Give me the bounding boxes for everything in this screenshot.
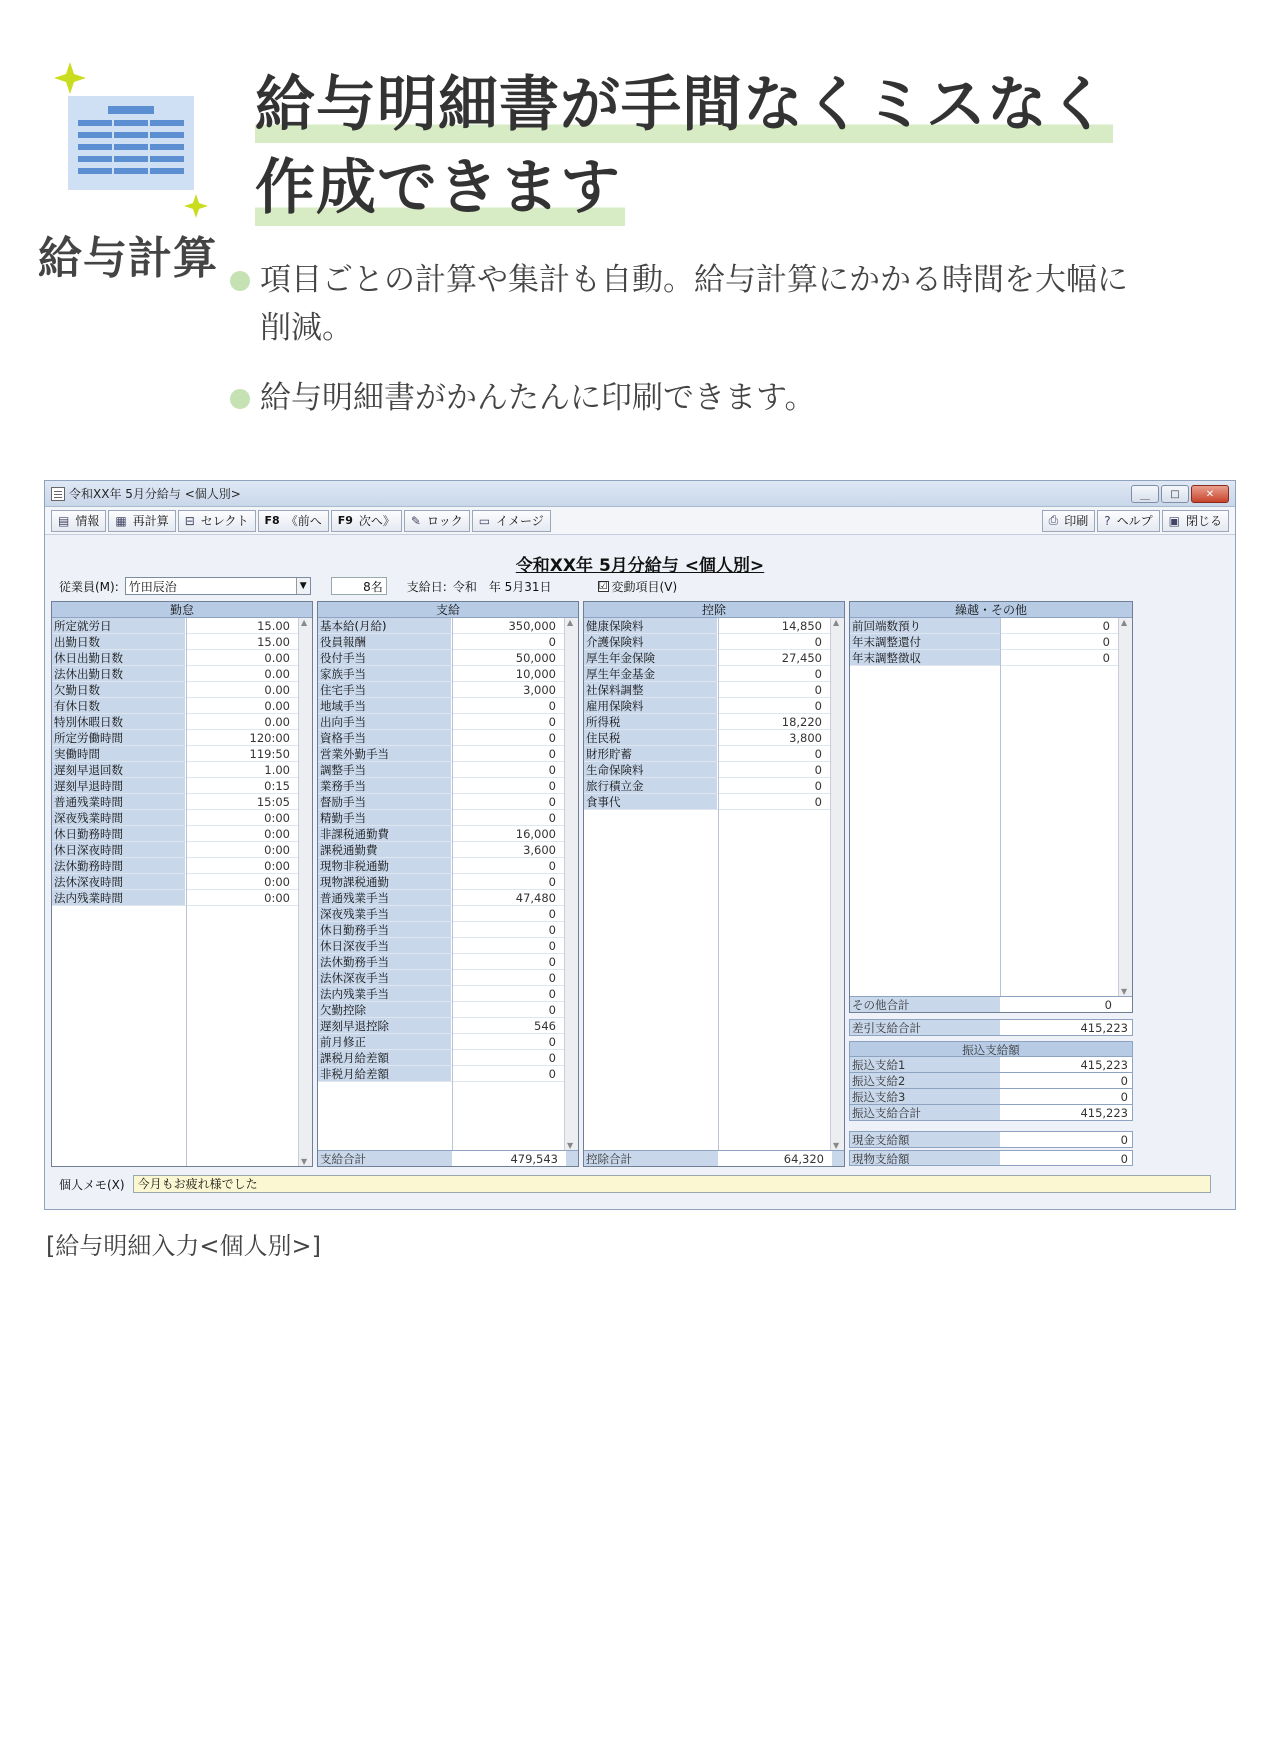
payment-row[interactable] <box>318 906 564 922</box>
payment-row-value[interactable]: 0 <box>451 634 564 649</box>
attendance-row-value[interactable]: 120:00 <box>185 730 298 745</box>
attendance-row-value[interactable]: 0.00 <box>185 698 298 713</box>
deductions-total: 控除合計 64,320 <box>584 1150 844 1166</box>
attendance-row[interactable] <box>52 762 298 778</box>
title-bar <box>45 481 1235 507</box>
attendance-row[interactable] <box>52 794 298 810</box>
payment-row-value[interactable]: 0 <box>451 1050 564 1065</box>
checkbox-icon: ☑ <box>598 580 608 592</box>
deduction-row-value[interactable]: 0 <box>717 634 830 649</box>
recalc-icon: ▦ <box>115 513 127 528</box>
attendance-row[interactable] <box>52 778 298 794</box>
select-icon: ⊟ <box>184 513 195 528</box>
deduction-row[interactable] <box>584 666 830 682</box>
deduction-row-value[interactable]: 0 <box>717 666 830 681</box>
payment-row[interactable] <box>318 618 564 634</box>
attendance-row[interactable] <box>52 746 298 762</box>
payment-row-label: 家族手当 <box>318 666 451 681</box>
deduction-row-label: 厚生年金保険 <box>584 650 717 665</box>
form-title: 令和XX年 5月分給与 <個人別> <box>515 556 765 576</box>
help-button[interactable]: ? ヘルプ <box>1097 510 1159 532</box>
deduction-row-value[interactable]: 27,450 <box>717 650 830 665</box>
attendance-row-value[interactable]: 15.00 <box>185 634 298 649</box>
screenshot-caption: [給与明細入力<個人別>] <box>46 1232 321 1260</box>
payment-row-value[interactable]: 3,000 <box>451 682 564 697</box>
attendance-row[interactable] <box>52 858 298 874</box>
deduction-row-label: 厚生年金基金 <box>584 666 717 681</box>
attendance-row-value[interactable]: 0:00 <box>185 842 298 857</box>
payment-row-label: 業務手当 <box>318 778 451 793</box>
deduction-row-label: 所得税 <box>584 714 717 729</box>
deduction-row-label: 生命保険料 <box>584 762 717 777</box>
f9-key-label: F9 <box>337 514 353 527</box>
payment-row-label: 法内残業手当 <box>318 986 451 1001</box>
payment-row[interactable] <box>318 858 564 874</box>
payment-row-value[interactable]: 0 <box>451 1002 564 1017</box>
payment-row[interactable] <box>318 986 564 1002</box>
deduction-row-value[interactable]: 0 <box>717 746 830 761</box>
payment-row-value[interactable]: 0 <box>451 714 564 729</box>
section-label: 給与計算 <box>38 233 218 284</box>
deduction-row-label: 住民税 <box>584 730 717 745</box>
attendance-row[interactable] <box>52 682 298 698</box>
payment-row[interactable] <box>318 762 564 778</box>
deduction-row-label: 旅行積立金 <box>584 778 717 793</box>
other-total: その他合計 0 <box>850 996 1132 1012</box>
close-app-button[interactable]: ▣ 閉じる <box>1162 510 1229 532</box>
deduction-row-label: 財形貯蓄 <box>584 746 717 761</box>
attendance-row-value[interactable]: 0.00 <box>185 666 298 681</box>
transfer-header: 振込支給額 <box>849 1041 1133 1057</box>
other-header: 繰越・その他 <box>850 602 1132 618</box>
payment-row-label: 非税月給差額 <box>318 1066 451 1081</box>
attendance-row-label: 普通残業時間 <box>52 794 185 809</box>
other-row-label: 年末調整徴収 <box>850 650 1000 665</box>
f8-key-label: F8 <box>264 514 280 527</box>
employee-select[interactable]: 竹田辰治 ▼ <box>125 577 311 595</box>
transfer-row[interactable] <box>849 1057 1133 1073</box>
attendance-row[interactable] <box>52 826 298 842</box>
attendance-row-value[interactable]: 0.00 <box>185 650 298 665</box>
memo-row <box>59 1175 1211 1193</box>
attendance-row-value[interactable]: 0:00 <box>185 826 298 841</box>
attendance-row-value[interactable]: 1.00 <box>185 762 298 777</box>
transfer-row-value[interactable]: 415,223 <box>1000 1057 1132 1072</box>
attendance-header: 勤怠 <box>52 602 312 618</box>
other-row-label: 前回端数預り <box>850 618 1000 633</box>
payment-row-value[interactable]: 0 <box>451 970 564 985</box>
attendance-row-label: 休日勤務時間 <box>52 826 185 841</box>
attendance-row-value[interactable]: 0:00 <box>185 810 298 825</box>
payment-row-label: 資格手当 <box>318 730 451 745</box>
transfer-row[interactable] <box>849 1089 1133 1105</box>
attendance-row-value[interactable]: 0:00 <box>185 890 298 905</box>
payment-row-label: 課税通勤費 <box>318 842 451 857</box>
payment-row-label: 出向手当 <box>318 714 451 729</box>
deduction-row-value[interactable]: 0 <box>717 794 830 809</box>
other-panel <box>849 601 1133 1167</box>
payment-row[interactable] <box>318 1066 564 1082</box>
payment-row-label: 住宅手当 <box>318 682 451 697</box>
feature-bullet-1: 項目ごとの計算や集計も自動。給与計算にかかる時間を大幅に削減。 <box>260 256 1130 352</box>
select-button[interactable]: ⊟ セレクト <box>178 510 256 532</box>
minimize-button[interactable]: ＿ <box>1131 485 1159 503</box>
payments-list <box>318 618 564 1150</box>
attendance-row-label: 深夜残業時間 <box>52 810 185 825</box>
deduction-row-value[interactable]: 0 <box>717 778 830 793</box>
payment-row[interactable] <box>318 794 564 810</box>
payroll-table-icon <box>48 54 208 224</box>
payment-row[interactable] <box>318 650 564 666</box>
deduction-row[interactable] <box>584 682 830 698</box>
deduction-row[interactable] <box>584 778 830 794</box>
other-row-label: 年末調整還付 <box>850 634 1000 649</box>
payment-row-value[interactable]: 0 <box>451 778 564 793</box>
chevron-down-icon[interactable]: ▼ <box>296 578 310 594</box>
employee-label: 従業員(M): <box>59 579 119 594</box>
memo-label: 個人メモ(X) <box>59 1177 125 1192</box>
other-row-value[interactable]: 0 <box>1000 634 1118 649</box>
attendance-row-value[interactable]: 0.00 <box>185 714 298 729</box>
attendance-row[interactable] <box>52 842 298 858</box>
app-icon <box>51 487 65 501</box>
attendance-row-label: 遅刻早退回数 <box>52 762 185 777</box>
other-list <box>850 618 1118 996</box>
payment-row[interactable] <box>318 746 564 762</box>
payment-row-value[interactable]: 0 <box>451 922 564 937</box>
payments-header: 支給 <box>318 602 578 618</box>
payment-row[interactable] <box>318 682 564 698</box>
deduction-row-label: 健康保険料 <box>584 618 717 633</box>
image-icon: ▭ <box>478 513 491 528</box>
attendance-row-label: 休日出勤日数 <box>52 650 185 665</box>
transfer-row-label: 振込支給合計 <box>850 1105 1000 1120</box>
deduction-row[interactable] <box>584 746 830 762</box>
attendance-row[interactable] <box>52 634 298 650</box>
payment-row-value[interactable]: 16,000 <box>451 826 564 841</box>
payment-row-value[interactable]: 0 <box>451 762 564 777</box>
payment-row-label: 現物課税通勤 <box>318 874 451 889</box>
payment-row-label: 非課税通勤費 <box>318 826 451 841</box>
attendance-row-value[interactable]: 0:15 <box>185 778 298 793</box>
next-button[interactable]: F9 次へ》 <box>331 510 402 532</box>
attendance-row[interactable] <box>52 698 298 714</box>
attendance-row-value[interactable]: 15:05 <box>185 794 298 809</box>
net-pay-row: 差引支給合計 415,223 <box>849 1020 1133 1036</box>
attendance-row[interactable] <box>52 874 298 890</box>
payment-row[interactable] <box>318 890 564 906</box>
deduction-row-value[interactable]: 0 <box>717 698 830 713</box>
payment-row-label: 遅刻早退控除 <box>318 1018 451 1033</box>
payment-row-value[interactable]: 3,600 <box>451 842 564 857</box>
payment-row-value[interactable]: 0 <box>451 1034 564 1049</box>
payment-row-value[interactable]: 0 <box>451 794 564 809</box>
payment-row-label: 役付手当 <box>318 650 451 665</box>
help-icon: ? <box>1104 513 1111 528</box>
deductions-header: 控除 <box>584 602 844 618</box>
payment-row[interactable] <box>318 698 564 714</box>
attendance-row[interactable] <box>52 650 298 666</box>
payment-row-label: 休日深夜手当 <box>318 938 451 953</box>
attendance-row-label: 法内残業時間 <box>52 890 185 905</box>
payment-row-label: 営業外勤手当 <box>318 746 451 761</box>
other-row-value[interactable]: 0 <box>1000 650 1118 665</box>
attendance-row[interactable] <box>52 730 298 746</box>
payment-row-value[interactable]: 546 <box>451 1018 564 1033</box>
recalc-button[interactable]: ▦ 再計算 <box>108 510 175 532</box>
payment-row-value[interactable]: 0 <box>451 954 564 969</box>
payment-row[interactable] <box>318 842 564 858</box>
attendance-row-value[interactable]: 15.00 <box>185 618 298 633</box>
attendance-row[interactable] <box>52 618 298 634</box>
cash-pay-row: 現金支給額 0 <box>849 1132 1133 1148</box>
payment-row[interactable] <box>318 1002 564 1018</box>
attendance-scrollbar[interactable] <box>298 618 312 1166</box>
payment-row[interactable] <box>318 1050 564 1066</box>
payment-row-value[interactable]: 0 <box>451 874 564 889</box>
payment-row-label: 現物非税通勤 <box>318 858 451 873</box>
attendance-row[interactable] <box>52 714 298 730</box>
payment-row-label: 地域手当 <box>318 698 451 713</box>
attendance-row-label: 所定就労日 <box>52 618 185 633</box>
deduction-row[interactable] <box>584 634 830 650</box>
payment-row[interactable] <box>318 970 564 986</box>
transfer-row-label: 振込支給1 <box>850 1057 1000 1072</box>
deduction-row[interactable] <box>584 714 830 730</box>
deduction-row-value[interactable]: 0 <box>717 762 830 777</box>
payment-row[interactable] <box>318 826 564 842</box>
attendance-row-label: 休日深夜時間 <box>52 842 185 857</box>
payment-row-label: 精勤手当 <box>318 810 451 825</box>
other-scrollbar[interactable] <box>1118 618 1132 996</box>
payment-row[interactable] <box>318 874 564 890</box>
attendance-row-value[interactable]: 0:00 <box>185 874 298 889</box>
payment-row-value[interactable]: 0 <box>451 698 564 713</box>
payment-row-label: 欠勤控除 <box>318 1002 451 1017</box>
payment-row-label: 役員報酬 <box>318 634 451 649</box>
attendance-row-label: 実働時間 <box>52 746 185 761</box>
deductions-panel <box>583 601 845 1167</box>
payments-scrollbar[interactable] <box>564 618 578 1150</box>
attendance-list <box>52 618 298 1166</box>
payment-row[interactable] <box>318 954 564 970</box>
lock-icon: ✎ <box>410 513 421 528</box>
attendance-row-value[interactable]: 0:00 <box>185 858 298 873</box>
payment-row[interactable] <box>318 730 564 746</box>
payment-row-value[interactable]: 0 <box>451 730 564 745</box>
transfer-row-value[interactable]: 415,223 <box>1000 1105 1132 1120</box>
payroll-window <box>44 480 1236 1210</box>
attendance-panel <box>51 601 313 1167</box>
attendance-row-label: 特別休暇日数 <box>52 714 185 729</box>
deductions-list <box>584 618 830 1150</box>
deduction-row-label: 雇用保険料 <box>584 698 717 713</box>
payment-row-value[interactable]: 50,000 <box>451 650 564 665</box>
deduction-row[interactable] <box>584 762 830 778</box>
lock-button[interactable]: ✎ ロック <box>404 510 470 532</box>
payment-row-value[interactable]: 0 <box>451 858 564 873</box>
headline-line-1: 給与明細書が手間なくミスなく <box>255 72 1113 138</box>
deduction-row-value[interactable]: 3,800 <box>717 730 830 745</box>
deduction-row[interactable] <box>584 794 830 810</box>
attendance-row[interactable] <box>52 890 298 906</box>
maximize-button[interactable]: □ <box>1161 485 1189 503</box>
attendance-row-label: 欠勤日数 <box>52 682 185 697</box>
attendance-row-label: 出勤日数 <box>52 634 185 649</box>
other-row[interactable] <box>850 634 1118 650</box>
payment-row-label: 深夜残業手当 <box>318 906 451 921</box>
payment-row[interactable] <box>318 1034 564 1050</box>
deduction-row-label: 介護保険料 <box>584 634 717 649</box>
attendance-row-label: 有休日数 <box>52 698 185 713</box>
other-row-value[interactable]: 0 <box>1000 618 1118 633</box>
payment-row[interactable] <box>318 938 564 954</box>
close-app-icon: ▣ <box>1168 513 1180 528</box>
deduction-row-label: 食事代 <box>584 794 717 809</box>
prev-button[interactable]: F8 《前へ <box>258 510 329 532</box>
attendance-row-value[interactable]: 0.00 <box>185 682 298 697</box>
deduction-row[interactable] <box>584 730 830 746</box>
attendance-row-label: 法休深夜時間 <box>52 874 185 889</box>
transfer-row[interactable] <box>849 1073 1133 1089</box>
payment-row-label: 課税月給差額 <box>318 1050 451 1065</box>
attendance-row[interactable] <box>52 666 298 682</box>
payment-row[interactable] <box>318 634 564 650</box>
variable-items-checkbox[interactable]: ☑ 変動項目(V) <box>598 579 678 594</box>
payments-total: 支給合計 479,543 <box>318 1150 578 1166</box>
deduction-row-value[interactable]: 0 <box>717 682 830 697</box>
payday-value: 令和 年 5月31日 <box>452 579 552 594</box>
attendance-row[interactable] <box>52 810 298 826</box>
other-row[interactable] <box>850 650 1118 666</box>
payment-row-label: 休日勤務手当 <box>318 922 451 937</box>
memo-input[interactable]: 今月もお疲れ様でした <box>133 1175 1211 1193</box>
deduction-row[interactable] <box>584 650 830 666</box>
payment-row[interactable] <box>318 922 564 938</box>
payment-row-value[interactable]: 0 <box>451 746 564 761</box>
payment-row-label: 督励手当 <box>318 794 451 809</box>
employee-count: 8名 <box>331 577 387 595</box>
payment-row-label: 前月修正 <box>318 1034 451 1049</box>
employee-row <box>59 577 677 595</box>
payment-row-label: 法休深夜手当 <box>318 970 451 985</box>
payment-row[interactable] <box>318 714 564 730</box>
payment-row-value[interactable]: 0 <box>451 906 564 921</box>
transfer-row-value[interactable]: 0 <box>1000 1073 1132 1088</box>
payments-panel <box>317 601 579 1167</box>
attendance-row-value[interactable]: 119:50 <box>185 746 298 761</box>
payment-row[interactable] <box>318 778 564 794</box>
transfer-row-value[interactable]: 0 <box>1000 1089 1132 1104</box>
image-button[interactable]: ▭ イメージ <box>472 510 551 532</box>
payment-row-value[interactable]: 0 <box>451 938 564 953</box>
close-button[interactable]: ✕ <box>1191 485 1229 503</box>
payment-row-label: 基本給(月給) <box>318 618 451 633</box>
print-icon: ⎙ <box>1048 513 1059 527</box>
deduction-row[interactable] <box>584 698 830 714</box>
attendance-row-label: 遅刻早退時間 <box>52 778 185 793</box>
deduction-row-label: 社保料調整 <box>584 682 717 697</box>
payment-row-label: 普通残業手当 <box>318 890 451 905</box>
payment-row-label: 調整手当 <box>318 762 451 777</box>
feature-bullet-2: 給与明細書がかんたんに印刷できます。 <box>260 374 816 422</box>
deduction-row-value[interactable]: 14,850 <box>717 618 830 633</box>
goods-pay-row: 現物支給額 0 <box>849 1150 1133 1166</box>
deductions-scrollbar[interactable] <box>830 618 844 1150</box>
window-title: 令和XX年 5月分給与 <個人別> <box>69 487 241 501</box>
payment-row-value[interactable]: 47,480 <box>451 890 564 905</box>
toolbar <box>45 507 1235 535</box>
transfer-row-label: 振込支給3 <box>850 1089 1000 1104</box>
info-button[interactable]: ▤ 情報 <box>51 510 106 532</box>
transfer-row-label: 振込支給2 <box>850 1073 1000 1088</box>
payment-row-value[interactable]: 350,000 <box>451 618 564 633</box>
payment-row[interactable] <box>318 1018 564 1034</box>
payment-row-label: 法休勤務手当 <box>318 954 451 969</box>
other-row[interactable] <box>850 618 1118 634</box>
attendance-row-label: 法休出勤日数 <box>52 666 185 681</box>
payment-row[interactable] <box>318 810 564 826</box>
payment-row[interactable] <box>318 666 564 682</box>
attendance-row-label: 所定労働時間 <box>52 730 185 745</box>
payment-row-value[interactable]: 0 <box>451 986 564 1001</box>
deduction-row-value[interactable]: 18,220 <box>717 714 830 729</box>
payment-row-value[interactable]: 10,000 <box>451 666 564 681</box>
attendance-row-label: 法休勤務時間 <box>52 858 185 873</box>
payment-row-value[interactable]: 0 <box>451 1066 564 1081</box>
info-icon: ▤ <box>58 513 70 528</box>
payday-label: 支給日: <box>406 579 447 594</box>
deduction-row[interactable] <box>584 618 830 634</box>
payment-row-value[interactable]: 0 <box>451 810 564 825</box>
headline-line-2: 作成できます <box>255 155 625 221</box>
print-button[interactable]: ⎙ 印刷 <box>1042 510 1096 532</box>
transfer-row[interactable] <box>849 1105 1133 1121</box>
